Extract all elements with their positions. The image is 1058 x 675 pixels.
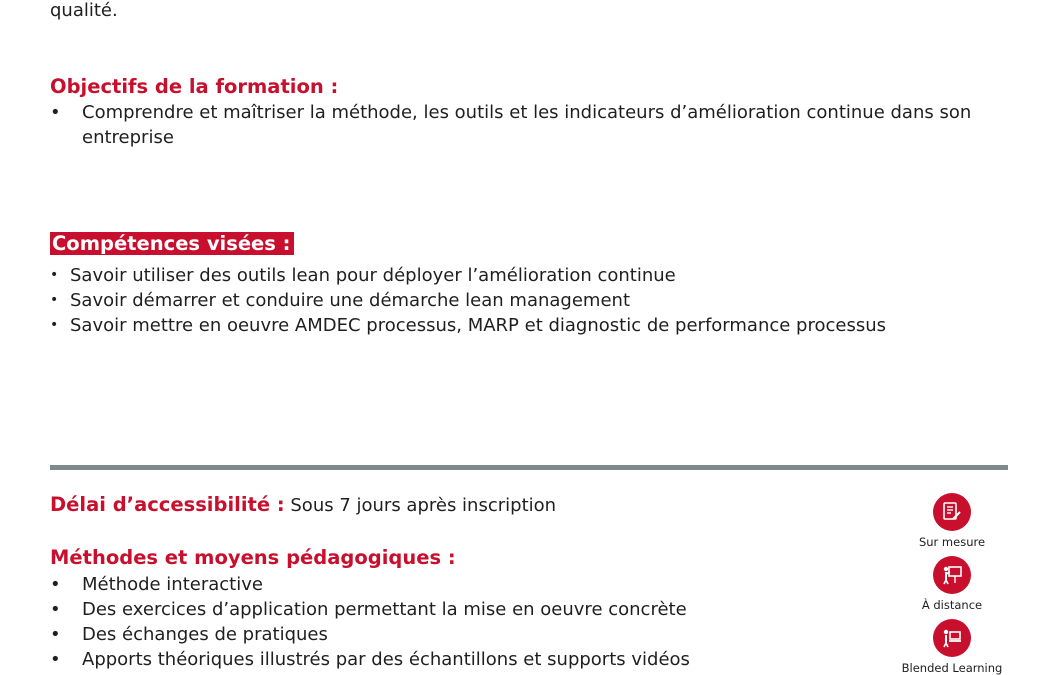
bullet-icon: • (50, 267, 59, 283)
list-item: • Des échanges de pratiques (50, 624, 328, 645)
bullet-icon: • (50, 102, 61, 123)
methodes-list (50, 572, 890, 672)
competences-heading-wrap (50, 230, 294, 258)
methodes-heading: Méthodes et moyens pédagogiques : (50, 546, 456, 569)
presenter-screen-icon (933, 556, 971, 594)
modality-a-distance (892, 556, 1012, 612)
bullet-icon: • (50, 574, 61, 595)
list-item: • Savoir mettre en oeuvre AMDEC processus, MARP et diagnostic de performance processus (50, 315, 887, 336)
list-item: • Comprendre et maîtriser la méthode, les outils et les indicateurs d’amélioration continue dans son entreprise (50, 102, 972, 148)
delai-line (50, 491, 556, 520)
bullet-icon: • (50, 624, 61, 645)
delai-label: Délai d’accessibilité : (50, 493, 285, 516)
objectifs-list (50, 100, 1020, 150)
list-item: • Savoir utiliser des outils lean pour déployer l’amélioration continue (50, 265, 676, 286)
objectifs-heading: Objectifs de la formation : (50, 75, 339, 98)
list-item: • Savoir démarrer et conduire une démarche lean management (50, 290, 630, 311)
modality-label: Sur mesure (918, 535, 986, 549)
list-item: • Méthode interactive (50, 574, 263, 595)
modality-blended-learning (892, 619, 1012, 675)
bullet-icon: • (50, 317, 59, 333)
competences-heading: Compétences visées : (50, 232, 294, 255)
delai-value: Sous 7 jours après inscription (290, 495, 557, 516)
list-item: • Apports théoriques illustrés par des échantillons et supports vidéos (50, 649, 690, 670)
competences-list (50, 263, 1010, 338)
document-pen-icon (933, 493, 971, 531)
bullet-icon: • (50, 292, 59, 308)
list-item: • Des exercices d’application permettant la mise en oeuvre concrète (50, 599, 687, 620)
modality-sur-mesure (892, 493, 1012, 549)
intro-text-tail: qualité. (50, 0, 118, 21)
modality-label: Blended Learning (901, 661, 1003, 675)
bullet-icon: • (50, 649, 61, 670)
bullet-icon: • (50, 599, 61, 620)
section-divider (50, 465, 1008, 470)
person-laptop-icon (933, 619, 971, 657)
modality-label: À distance (921, 598, 983, 612)
